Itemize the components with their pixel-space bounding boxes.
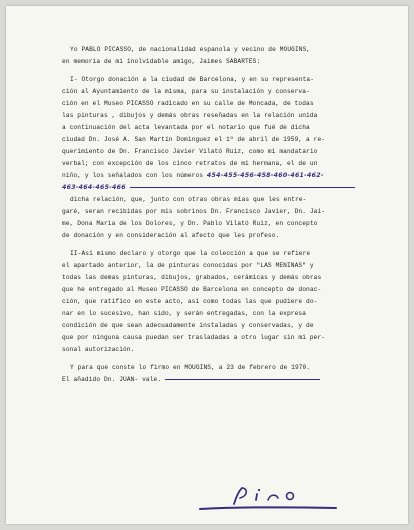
clause-1-line: I- Otorgo donación a la ciudad de Barcelona, y en su representa- <box>70 76 315 83</box>
clause-1-line: me, Dona Maria de los Dolores, y Dn. Pablo Vilató Ruiz, en concepto <box>62 220 318 227</box>
opening-line: Yo PABLO PICASSO, de nacionalidad espanola y vecino de MOUGINS, <box>70 46 311 53</box>
dedication-line: en memoria de mi inolvidable amigo, Jaimes SABARTES: <box>62 58 261 65</box>
signature-mark <box>198 482 338 512</box>
clause-1-numbers-line <box>62 170 382 182</box>
clause-1-line: a continuación del acta levantada por el notario que fué de dicha <box>62 124 310 131</box>
clause-1-line: dicha relación, que, junto con otras obras mías que les entre- <box>70 196 307 203</box>
clause-2-line: todas las demas pinturas, dibujos, grabados, cerámicas y demás obras <box>62 274 322 281</box>
clause-1-line: las pinturas , dibujos y demás obras reseñadas en la relación unida <box>62 112 318 119</box>
handwritten-numbers: 463-464-465-466 <box>62 184 126 191</box>
clause-1-line: ción al Ayuntamiento de la misma, para su instalación y conserva- <box>62 88 310 95</box>
clause-1-line: verbal; con excepción de los cinco retratos de mi hermana, el de un <box>62 160 318 167</box>
addendum-line <box>62 374 382 386</box>
clause-2-line: el apartado anterior, la de pinturas conocidas por "LAS MENINAS" y <box>62 262 314 269</box>
clause-1-text: niño, y los señalados con los números <box>62 172 204 179</box>
handwritten-numbers: 454-455-456-458-460-461-462- <box>206 172 324 179</box>
closing-line: Y para que conste lo firmo en MOUGINS, a 23 de febrero de 1970. <box>70 364 311 371</box>
clause-1-line: querimiento de Dn. Francisco Javier Vilató Ruiz, como mi mandatario <box>62 148 318 155</box>
clause-2-line: que he entregado al Museo PICASSO de Barcelona en concepto de donac- <box>62 286 322 293</box>
addendum-text: El añadido Dn. JUAN- vale. <box>62 376 162 383</box>
ink-rule <box>165 379 320 380</box>
clause-1-line: de donación y en consideración al afecto que les profeso. <box>62 232 280 239</box>
clause-2-line: sonal autorización. <box>62 346 135 353</box>
clause-2-line: II-Así mismo declaro y otorgo que la colección a que se refiere <box>70 250 311 257</box>
clause-1-line: garé, seran recibidas por mis sobrinos Dn. Francisco Javier, Dn. Jai- <box>62 208 326 215</box>
clause-2-line: ción, que ratifico en este acto, así como todas las que pudiere do- <box>62 298 318 305</box>
clause-2-line: que por ninguna causa puedan ser trasladadas a otro lugar sin mi per- <box>62 334 326 341</box>
clause-1-line: ción en el Museo PICASSO radicado en su calle de Moncada, de todas <box>62 100 314 107</box>
clause-2-line: condición de que sean adecuadamente instaladas y conservadas, y de <box>62 322 314 329</box>
document-page <box>6 6 408 524</box>
clause-2-line: nar en lo sucesivo, han sido, y serán entregadas, con la expresa <box>62 310 307 317</box>
clause-1-line: ciudad Dn. José A. San Martín Dominguez el 1º de abril de 1959, a re- <box>62 136 326 143</box>
letter-body <box>62 44 382 386</box>
handwritten-numbers-line <box>62 182 382 194</box>
ink-rule <box>130 187 355 188</box>
